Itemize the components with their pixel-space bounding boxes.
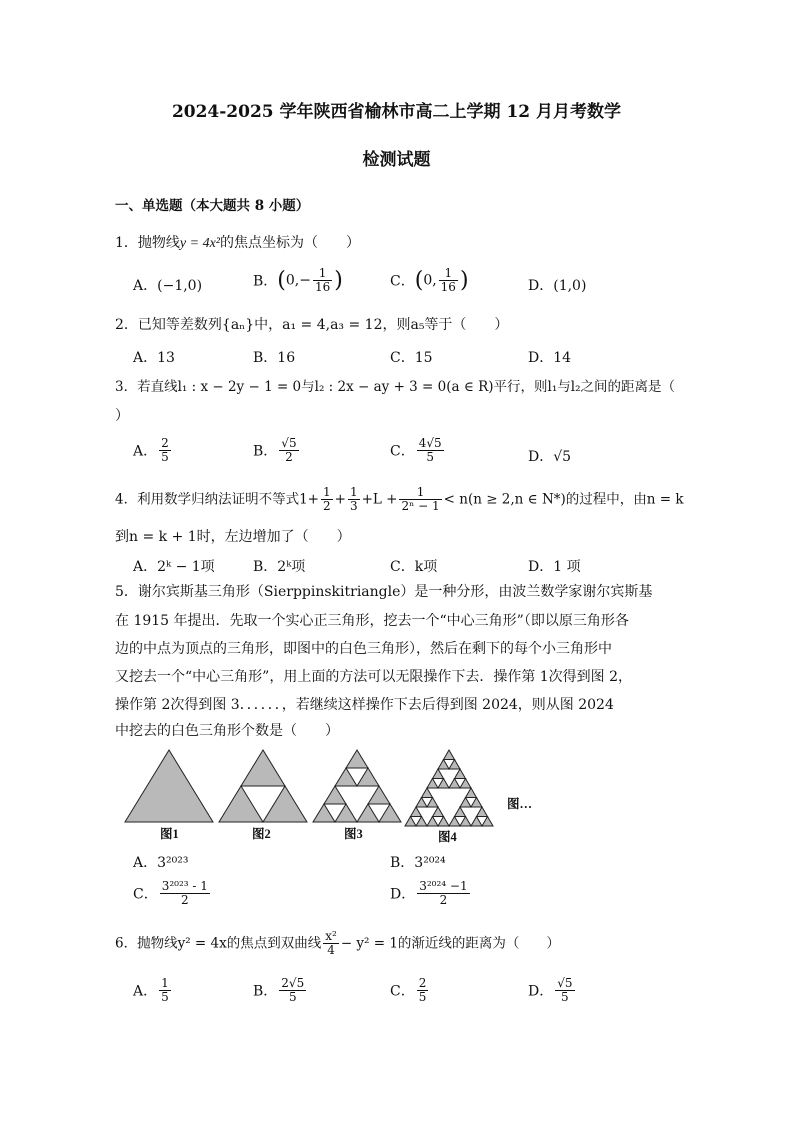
q3-option-d: D．√5	[528, 449, 572, 465]
question-5-line-3: 边的中点为顶点的三角形，即图中的白色三角形），然后在剩下的每个小三角形中	[115, 641, 612, 657]
sierpinski-figures	[120, 748, 550, 846]
q1-prefix: 1．抛物线	[115, 235, 180, 251]
q4-option-d: D．1 项	[528, 559, 581, 575]
q6-option-d: D． $\frac{√5}{5}$	[528, 976, 573, 1004]
q4-option-a: A．2ᵏ − 1项	[133, 559, 215, 575]
question-1	[115, 234, 360, 253]
q3-option-b: B． $\frac{√5}{2}$	[253, 436, 297, 464]
question-5-line-1: 5．谢尔宾斯基三角形（Sierppinskitriangle）是一种分形，由波兰数学家谢尔宾斯基	[115, 584, 653, 600]
question-3: 3．若直线l₁ : x − 2y − 1 = 0与l₂ : 2x − ay + 3 = 0(a ∈ R)平行，则l₁与l₂之间的距离是（	[115, 379, 676, 395]
figure-label-4: 图4	[438, 830, 457, 844]
question-4-cont: 到n = k + 1时，左边增加了（ ）	[115, 529, 351, 545]
q2-option-a: A．13	[133, 350, 175, 366]
q1-suffix: 的焦点坐标为（ ）	[220, 235, 360, 251]
q3-option-c: C． $\frac{4√5}{5}$	[390, 436, 442, 464]
sierpinski-figure-3	[313, 750, 401, 822]
q5-option-c: C． $\frac{\text{3²⁰²³ - 1}}{2}$	[133, 879, 208, 907]
page-title: 2024-2025 学年陕西省榆林市高二上学期 12 月月考数学	[171, 102, 622, 122]
q1-option-d: D．(1,0)	[528, 278, 587, 294]
q4-option-b: B．2ᵏ项	[253, 559, 306, 575]
figure-label-3: 图3	[344, 827, 363, 841]
q4-option-c: C．k项	[390, 559, 438, 575]
question-5-line-6: 中挖去的白色三角形个数是（ ）	[115, 723, 339, 739]
sierpinski-figure-1	[125, 750, 213, 822]
question-5-line-2: 在 1915 年提出．先取一个实心正三角形，挖去一个“中心三角形”（即以原三角形各	[115, 613, 629, 629]
question-5-line-5: 操作第 2次得到图 3．．．．．．，若继续这样操作下去后得到图 2024，则从图 2024	[115, 697, 614, 713]
question-2: 2．已知等差数列{aₙ}中，a₁ = 4,a₃ = 12，则a₅等于（ ）	[115, 317, 509, 333]
q6-option-b: B． $\frac{2√5}{5}$	[253, 976, 305, 1004]
question-5-line-4: 又挖去一个“中心三角形”，用上面的方法可以无限操作下去．操作第 1次得到图 2，	[115, 669, 633, 685]
question-4: 4．利用数学归纳法证明不等式1+ $\frac{1}{2}$ + $\frac{1}{3}$ +L + $\frac{1}{\text{2ⁿ − 1}}$ < n(n ≥ 2,n ∈ N*)的过程中，由n = k	[115, 485, 684, 513]
sierpinski-figure-4	[405, 750, 493, 826]
q2-option-c: C．15	[390, 350, 433, 366]
q5-option-b: B．3²⁰²⁴	[390, 855, 446, 871]
q5-option-a: A．3²⁰²³	[133, 855, 189, 871]
section-heading: 一、单选题（本大题共 8 小题）	[115, 198, 310, 214]
q1-option-b: B．(0,− $\frac{1}{16}$ )	[253, 266, 343, 294]
q6-option-a: A． $\frac{1}{5}$	[133, 976, 169, 1004]
figure-label-1: 图1	[160, 827, 179, 841]
page-subtitle: 检测试题	[362, 150, 431, 170]
question-3-cont: ）	[115, 408, 129, 424]
q1-option-c: C．(0, $\frac{1}{16}$ )	[390, 266, 469, 294]
sierpinski-figure-2	[219, 750, 307, 822]
q2-option-d: D．14	[528, 350, 572, 366]
figure-label-2: 图2	[252, 827, 271, 841]
q1-expr: y = 4x²	[179, 236, 220, 251]
q3-option-a: A． $\frac{2}{5}$	[133, 436, 169, 464]
figure-label-more: 图…	[507, 797, 533, 811]
q1-option-a: A．(−1,0)	[133, 278, 203, 294]
q2-option-b: B．16	[253, 350, 296, 366]
question-6: 6．抛物线y² = 4x的焦点到双曲线 $\frac{\text{x²}}{4}$ − y² = 1的渐近线的距离为（ ）	[115, 929, 560, 957]
q5-option-d: D． $\frac{\text{3²⁰²⁴ −1}}{2}$	[390, 879, 468, 907]
q6-option-c: C． $\frac{2}{5}$	[390, 976, 427, 1004]
